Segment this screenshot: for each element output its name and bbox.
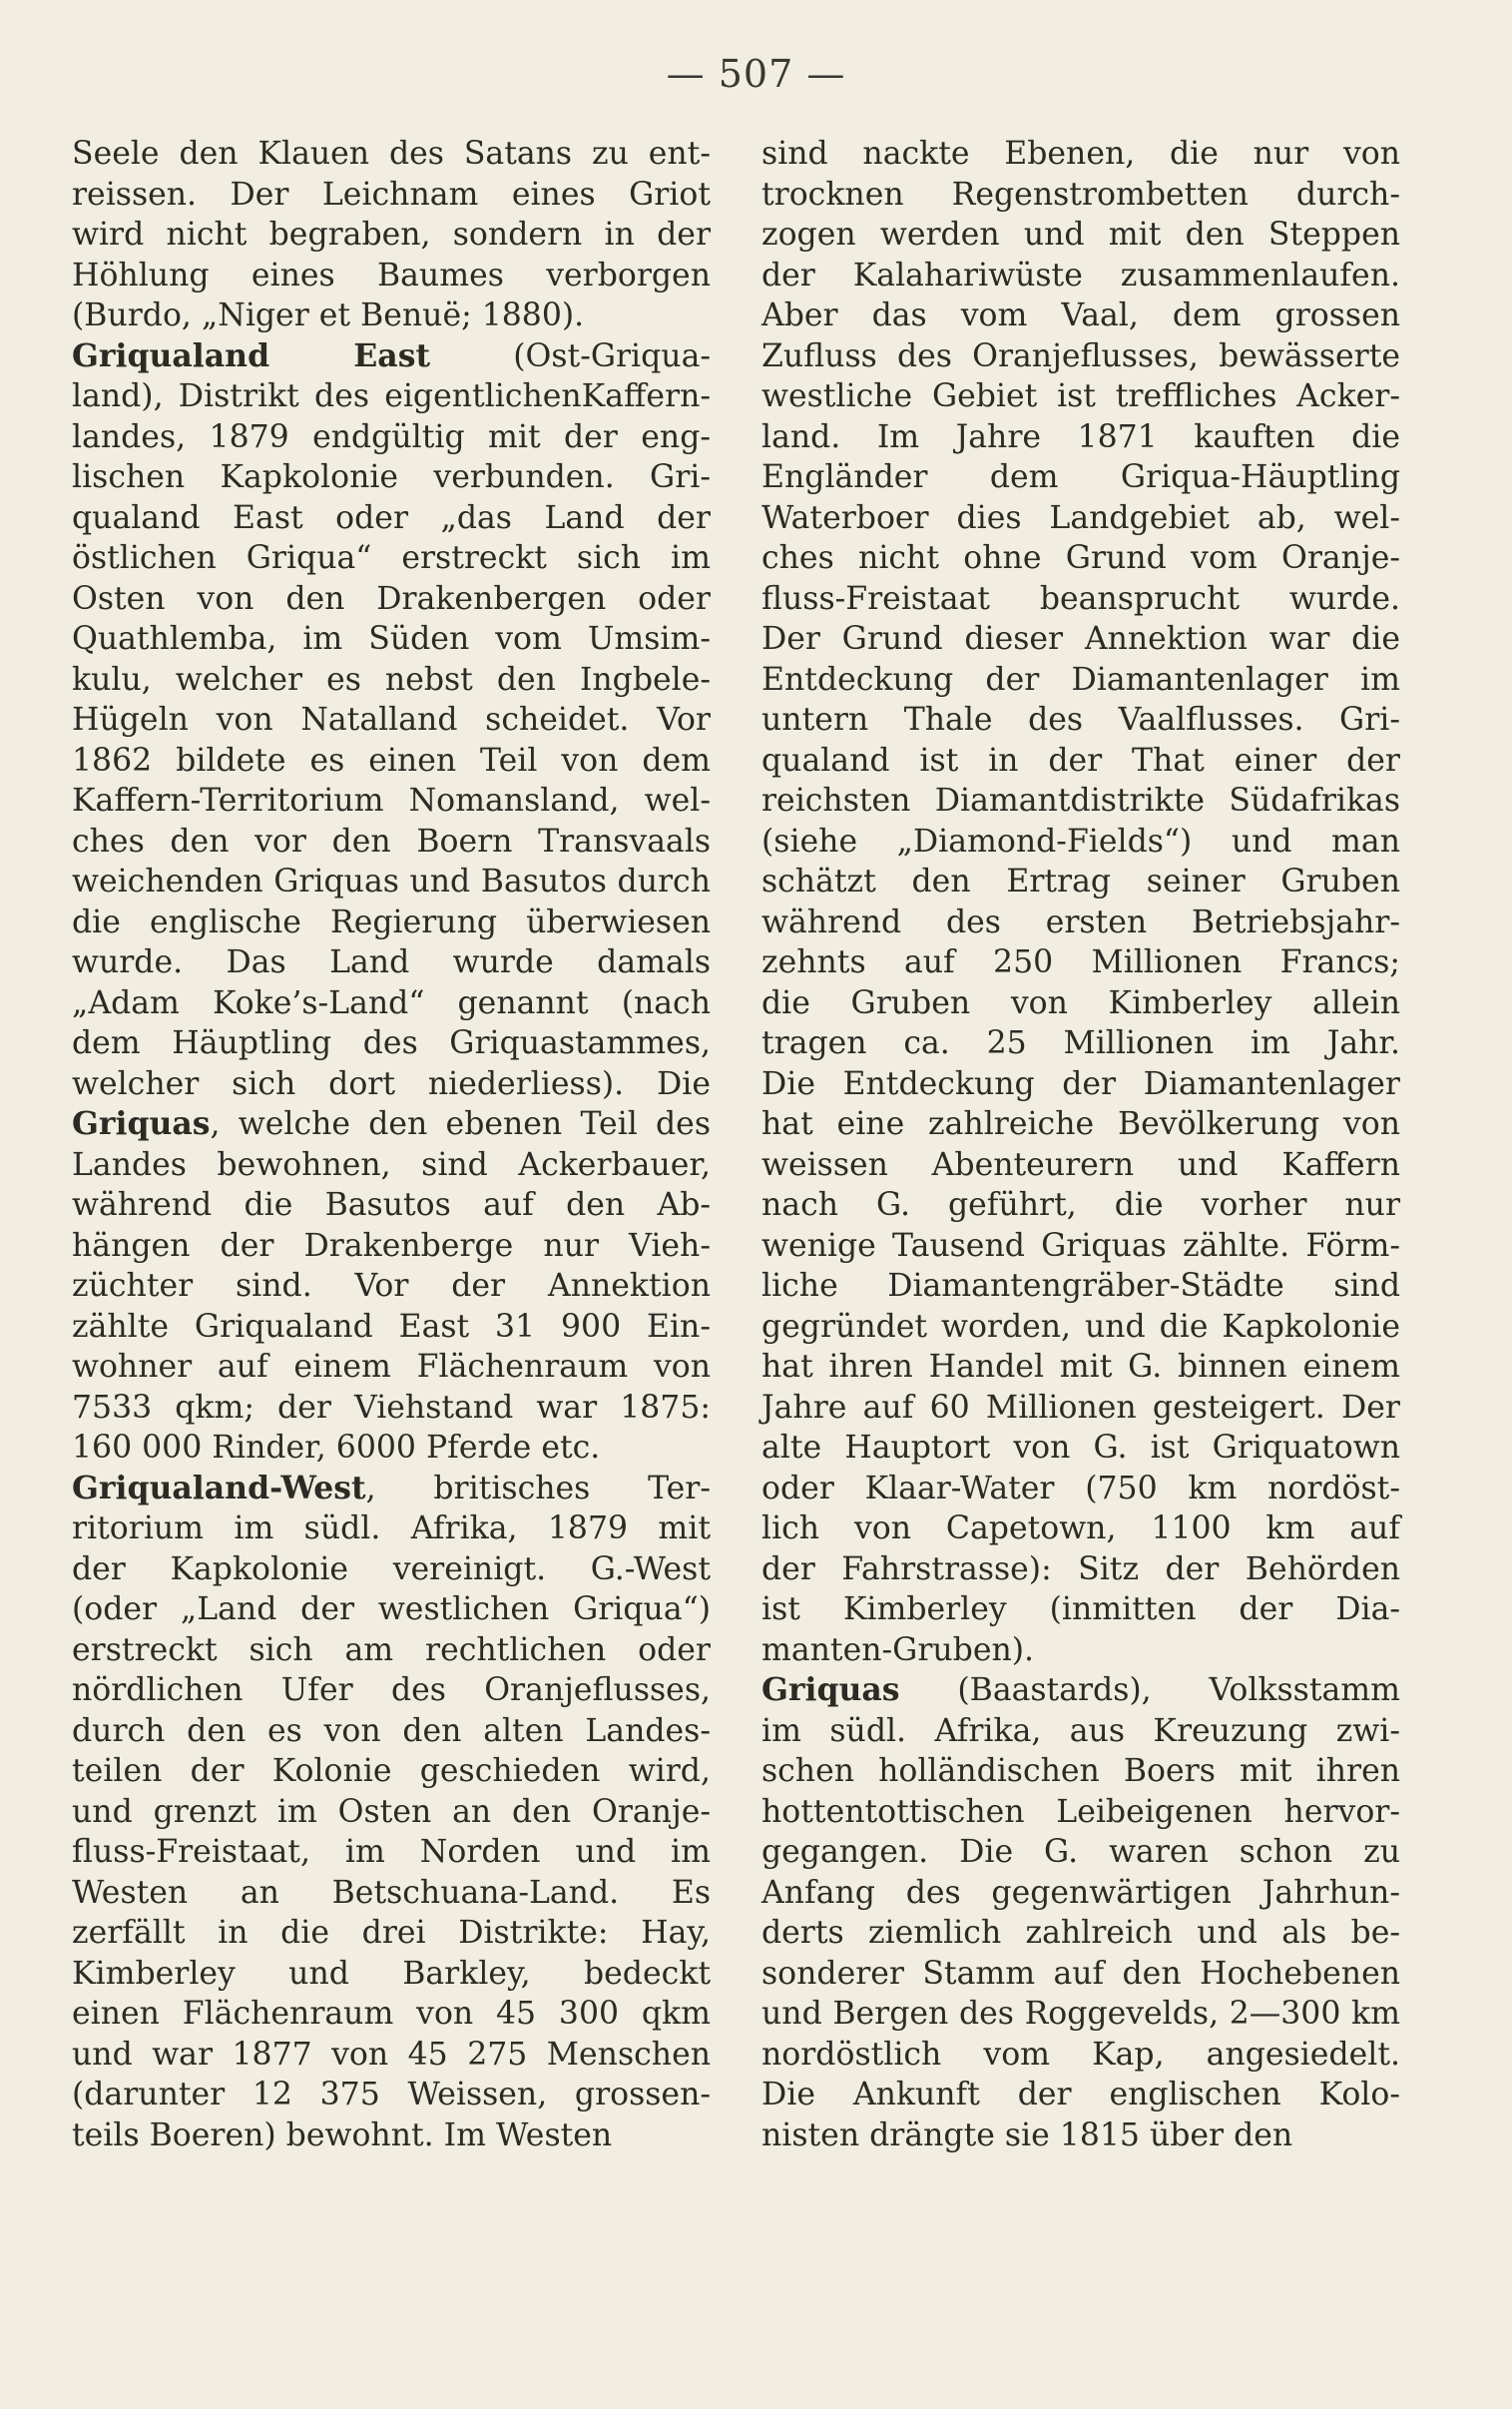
- text-line: hängen der Drakenberge nur Vieh-: [72, 1227, 711, 1264]
- text-line: nisten drängte sie 1815 über den: [761, 2116, 1293, 2153]
- text-line: liche Diamantengräber-Städte sind: [761, 1268, 1400, 1304]
- entry-headword: Griquas: [761, 1671, 900, 1708]
- text-line: (siehe „Diamond-Fields“) und man: [761, 823, 1400, 860]
- text-line: sind nackte Ebenen, die nur von: [761, 136, 1400, 172]
- text-line: und war 1877 von 45 275 Menschen: [72, 2036, 711, 2073]
- text-line: zehnts auf 250 Millionen Francs;: [761, 944, 1400, 980]
- text-line: wohner auf einem Flächenraum von: [72, 1349, 711, 1385]
- text-line: hat ihren Handel mit G. binnen einem: [761, 1349, 1400, 1385]
- text-line: im südl. Afrika, aus Kreuzung zwi-: [761, 1712, 1400, 1749]
- text-line: Engländer dem Griqua-Häuptling: [761, 459, 1400, 495]
- text-line: Aber das vom Vaal, dem grossen: [761, 298, 1400, 333]
- text-line: der Kalahariwüste zusammenlaufen.: [761, 257, 1400, 294]
- text-line: alte Hauptort von G. ist Griquatown: [761, 1430, 1400, 1466]
- text-line: reissen. Der Leichnam eines Griot: [72, 176, 711, 213]
- text-line: der Fahrstrasse): Sitz der Behörden: [761, 1550, 1400, 1587]
- text-line: der Kapkolonie vereinigt. G.-West: [72, 1550, 711, 1587]
- text-line: Griqualand-West, britisches Ter-: [72, 1469, 711, 1506]
- text-line: landes, 1879 endgültig mit der eng-: [72, 418, 711, 455]
- text-line: westliche Gebiet ist treffliches Acker-: [761, 378, 1400, 414]
- text-line: Quathlemba, im Süden vom Umsim-: [72, 621, 711, 657]
- text-line: (Burdo, „Niger et Benuë; 1880).: [72, 298, 585, 333]
- text-line: dem Häuptling des Griquastammes,: [72, 1025, 711, 1061]
- text-line: schen holländischen Boers mit ihren: [761, 1753, 1400, 1789]
- text-line: gegangen. Die G. waren schon zu: [761, 1834, 1400, 1870]
- text-line: manten-Gruben).: [761, 1631, 1035, 1668]
- text-line: zogen werden und mit den Steppen: [761, 217, 1400, 253]
- left-column: [72, 134, 711, 2155]
- text-line: hat eine zahlreiche Bevölkerung von: [761, 1106, 1400, 1142]
- text-line: Hügeln von Natalland scheidet. Vor: [72, 702, 711, 738]
- text-line: Seele den Klauen des Satans zu ent-: [72, 136, 711, 172]
- text-line: Osten von den Drakenbergen oder: [72, 580, 711, 617]
- text-line: und Bergen des Roggevelds, 2—300 km: [761, 1996, 1400, 2032]
- text-line: ist Kimberley (inmitten der Dia-: [761, 1591, 1400, 1627]
- text-line: teilen der Kolonie geschieden wird,: [72, 1753, 711, 1789]
- text-line: oder Klaar-Water (750 km nordöst-: [761, 1470, 1400, 1506]
- right-column: [761, 134, 1400, 2155]
- page-number: — 507 —: [666, 52, 846, 96]
- text-line: Höhlung eines Baumes verborgen: [72, 257, 711, 294]
- text-line: qualand ist in der That einer der: [761, 742, 1400, 779]
- text-line: land), Distrikt des eigentlichenKaffern-: [72, 378, 711, 414]
- text-line: (darunter 12 375 Weissen, grossen-: [72, 2077, 711, 2112]
- text-line: Kimberley und Barkley, bedeckt: [72, 1955, 711, 1992]
- text-line: ches den vor den Boern Transvaals: [72, 823, 711, 860]
- text-line: „Adam Koke’s-Land“ genannt (nach: [72, 984, 711, 1021]
- text-line: wird nicht begraben, sondern in der: [72, 217, 711, 253]
- text-line: östlichen Griqua“ erstreckt sich im: [72, 540, 711, 576]
- text-line: weissen Abenteurern und Kaffern: [761, 1146, 1400, 1183]
- text-line: 1862 bildete es einen Teil von dem: [72, 742, 711, 779]
- text-line: qualand East oder „das Land der: [72, 499, 711, 536]
- text-line: zählte Griqualand East 31 900 Ein-: [72, 1308, 711, 1345]
- text-line: die englische Regierung überwiesen: [72, 903, 711, 940]
- text-line: lich von Capetown, 1100 km auf: [761, 1510, 1400, 1546]
- text-line: Die Entdeckung der Diamantenlager: [761, 1065, 1400, 1102]
- text-line: Landes bewohnen, sind Ackerbauer,: [72, 1146, 711, 1183]
- text-line: Jahre auf 60 Millionen gesteigert. Der: [761, 1389, 1400, 1426]
- text-line: wenige Tausend Griquas zählte. Förm-: [761, 1227, 1400, 1264]
- text-line: während die Basutos auf den Ab-: [72, 1187, 711, 1223]
- text-line: nordöstlich vom Kap, angesiedelt.: [761, 2036, 1400, 2073]
- text-line: nördlichen Ufer des Oranjeflusses,: [72, 1672, 711, 1708]
- text-line: zerfällt in die drei Distrikte: Hay,: [72, 1915, 711, 1951]
- text-line: hottentottischen Leibeigenen hervor-: [761, 1793, 1400, 1830]
- text-line: 7533 qkm; der Viehstand war 1875:: [72, 1389, 711, 1426]
- text-line: einen Flächenraum von 45 300 qkm: [72, 1996, 711, 2032]
- text-line: ritorium im südl. Afrika, 1879 mit: [72, 1510, 711, 1546]
- text-line: untern Thale des Vaalflusses. Gri-: [761, 702, 1400, 738]
- text-line: (oder „Land der westlichen Griqua“): [72, 1591, 711, 1627]
- text-line: Waterboer dies Landgebiet ab, wel-: [761, 499, 1400, 536]
- text-line: schätzt den Ertrag seiner Gruben: [761, 864, 1400, 900]
- text-line: gegründet worden, und die Kapkolonie: [761, 1308, 1400, 1345]
- text-line: Westen an Betschuana-Land. Es: [72, 1874, 711, 1911]
- text-line: 160 000 Rinder, 6000 Pferde etc.: [72, 1430, 601, 1466]
- entry-headword: Griqualand East: [72, 336, 431, 374]
- text-line: reichsten Diamantdistrikte Südafrikas: [761, 783, 1400, 819]
- text-line: züchter sind. Vor der Annektion: [72, 1268, 711, 1304]
- text-line: Griquas (Baastards), Volksstamm: [761, 1671, 1400, 1708]
- text-line: während des ersten Betriebsjahr-: [761, 903, 1400, 940]
- text-line: Griquas, welche den ebenen Teil des: [72, 1105, 711, 1142]
- entry-headword: Griquas: [72, 1105, 211, 1142]
- text-line: nach G. geführt, die vorher nur: [761, 1187, 1400, 1223]
- text-line: durch den es von den alten Landes-: [72, 1712, 711, 1749]
- text-line: die Gruben von Kimberley allein: [761, 984, 1400, 1021]
- text-line: wurde. Das Land wurde damals: [72, 944, 711, 980]
- text-line: weichenden Griquas und Basutos durch: [72, 864, 711, 900]
- text-line: und grenzt im Osten an den Oranje-: [72, 1793, 711, 1830]
- text-line: Zufluss des Oranjeflusses, bewässerte: [761, 337, 1400, 374]
- text-line: erstreckt sich am rechtlichen oder: [72, 1631, 711, 1668]
- text-line: welcher sich dort niederliess). Die: [72, 1065, 711, 1102]
- text-line: Anfang des gegenwärtigen Jahrhun-: [761, 1874, 1400, 1911]
- text-line: derts ziemlich zahlreich und als be-: [761, 1915, 1400, 1951]
- text-line: ches nicht ohne Grund vom Oranje-: [761, 540, 1400, 576]
- text-line: Der Grund dieser Annektion war die: [761, 621, 1400, 657]
- text-line: Entdeckung der Diamantenlager im: [761, 661, 1400, 698]
- text-line: lischen Kapkolonie verbunden. Gri-: [72, 459, 711, 495]
- text-line: land. Im Jahre 1871 kauften die: [761, 418, 1400, 455]
- text-line: teils Boeren) bewohnt. Im Westen: [72, 2116, 613, 2153]
- text-line: trocknen Regenstrombetten durch-: [761, 176, 1400, 213]
- text-line: Die Ankunft der englischen Kolo-: [761, 2077, 1400, 2112]
- text-line: Griqualand East (Ost-Griqua-: [72, 336, 712, 374]
- text-line: fluss-Freistaat beansprucht wurde.: [761, 580, 1400, 617]
- text-line: kulu, welcher es nebst den Ingbele-: [72, 661, 711, 698]
- text-line: fluss-Freistaat, im Norden und im: [72, 1834, 711, 1870]
- entry-headword: Griqualand-West: [72, 1469, 366, 1506]
- text-line: sonderer Stamm auf den Hochebenen: [761, 1955, 1400, 1992]
- text-line: Kaffern-Territorium Nomansland, wel-: [72, 783, 711, 819]
- text-line: tragen ca. 25 Millionen im Jahr.: [761, 1025, 1400, 1061]
